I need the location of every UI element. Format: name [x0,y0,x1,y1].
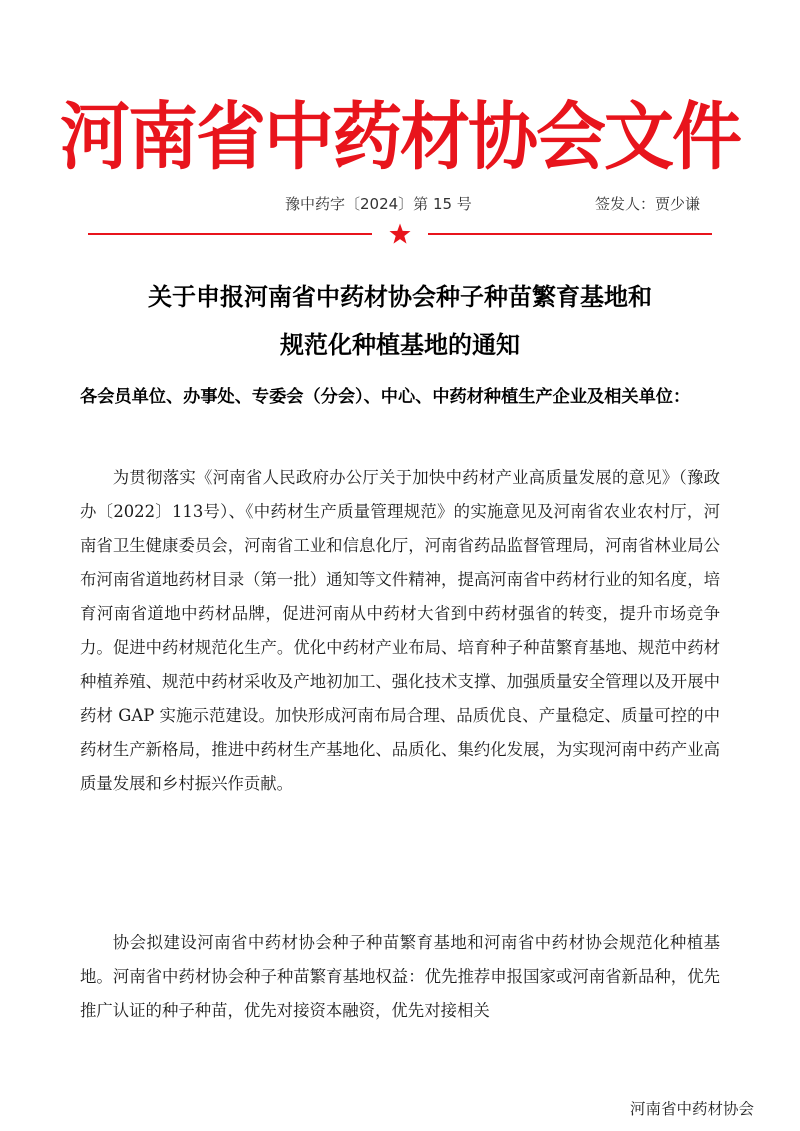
paragraph-text: 协会拟建设河南省中药材协会种子种苗繁育基地和河南省中药材协会规范化种植基地。河南省中药材协会种子种苗繁育基地权益：优先推荐申报国家或河南省新品种，优先推广认证的种子种苗，优先对接资本融资，优先对接相关 [80,933,720,1020]
divider-rule-right [428,233,712,235]
signer: 签发人：贾少谦 [595,195,701,213]
red-divider [88,223,712,245]
masthead-title: 河南省中药材协会文件 [60,93,740,181]
paragraph-text: 为贯彻落实《河南省人民政府办公厅关于加快中药材产业高质量发展的意见》（豫政办〔2022〕113号）、《中药材生产质量管理规范》的实施意见及河南省农业农村厅，河南省卫生健康委员会，河南省工业和信息化厅，河南省药品监督管理局，河南省林业局公布河南省道地药材目录（第一批）通知等文件精神，提高河南省中药材行业的知名度，培育河南省道地中药材品牌，促进河南从中药材大省到中药材强省的转变，提升市场竞争力。促进中药材规范化生产。优化中药材产业布局、培育种子种苗繁育基地、规范中药材种植养殖、规范中药材采收及产地初加工、强化技术支撑、加强质量安全管理以及开展中药材 GAP 实施示范建设。加快形成河南布局合理、品质优良、产量稳定、质量可控的中药材生产新格局，推进中药材生产基地化、品质化、集约化发展，为实现河南中药产业高质量发展和乡村振兴作贡献。 [80,468,720,793]
notice-title-line-1: 关于申报河南省中药材协会种子种苗繁育基地和 [148,282,652,311]
star-icon [389,223,411,245]
body-paragraph-1 [80,461,720,801]
footer-organization: 河南省中药材协会 [630,1100,755,1118]
addressee: 各会员单位、办事处、专委会（分会）、中心、中药材种植生产企业及相关单位： [80,387,691,407]
body-paragraph-2 [80,926,720,1028]
notice-title-line-2: 规范化种植基地的通知 [280,330,520,359]
document-number: 豫中药字〔2024〕第 15 号 [285,195,472,213]
divider-rule-left [88,233,372,235]
